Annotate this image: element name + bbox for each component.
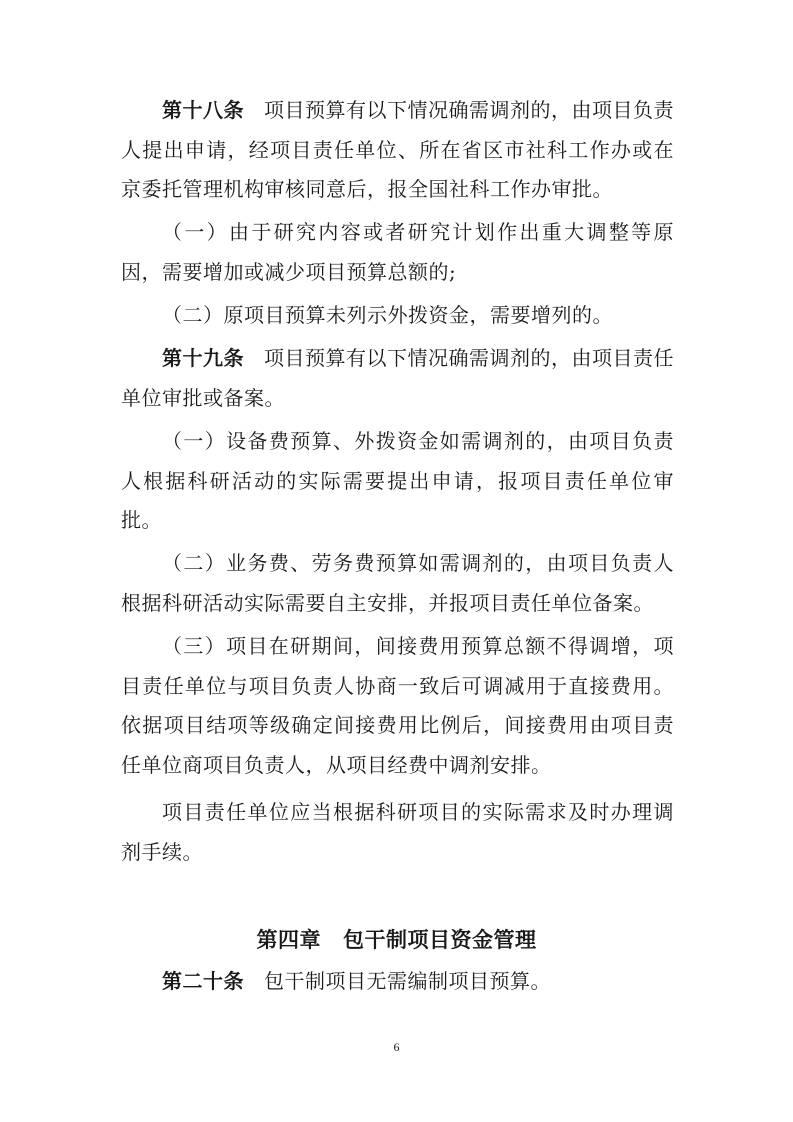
article-19-paragraph bbox=[121, 339, 674, 418]
article-19-item-1: （一）设备费预算、外拨资金如需调剂的，由项目负责人根据科研活动的实际需要提出申请，报项目责任单位审批。 bbox=[121, 429, 674, 532]
article-18-text: 项目预算有以下情况确需调剂的，由项目负责人提出申请，经项目责任单位、所在省区市社科工作办或在京委托管理机构审核同意后，报全国社科工作办审批。 bbox=[121, 98, 674, 201]
article-18-label: 第十八条 bbox=[162, 98, 244, 122]
chapter-heading bbox=[0, 923, 793, 957]
article-18-item-2: （二）原项目预算未列示外拨资金，需要增列的。 bbox=[162, 303, 613, 327]
article-19-item-2: （二）业务费、劳务费预算如需调剂的，由项目负责人根据科研活动实际需要自主安排，并报项目责任单位备案。 bbox=[121, 551, 674, 615]
article-19-text: 项目预算有以下情况确需调剂的，由项目责任单位审批或备案。 bbox=[121, 346, 674, 410]
article-18-paragraph bbox=[121, 91, 674, 210]
chapter-title: 包干制项目资金管理 bbox=[343, 928, 537, 952]
article-19-label: 第十九条 bbox=[162, 346, 244, 370]
article-18-item-1: （一）由于研究内容或者研究计划作出重大调整等原因，需要增加或减少项目预算总额的; bbox=[121, 220, 674, 284]
article-19-closing: 项目责任单位应当根据科研项目的实际需求及时办理调剂手续。 bbox=[121, 800, 674, 864]
article-20-label: 第二十条 bbox=[162, 969, 244, 993]
article-20-paragraph bbox=[121, 962, 674, 1002]
page-number: 6 bbox=[393, 1040, 400, 1054]
chapter-number: 第四章 bbox=[256, 928, 321, 952]
article-20-text: 包干制项目无需编制项目预算。 bbox=[264, 969, 551, 993]
article-19-item-3: （三）项目在研期间，间接费用预算总额不得调增，项目责任单位与项目负责人协商一致后可调减用于直接费用。依据项目结项等级确定间接费用比例后，间接费用由项目责任单位商项目负责人，从项目经费中调剂安排。 bbox=[121, 634, 674, 777]
